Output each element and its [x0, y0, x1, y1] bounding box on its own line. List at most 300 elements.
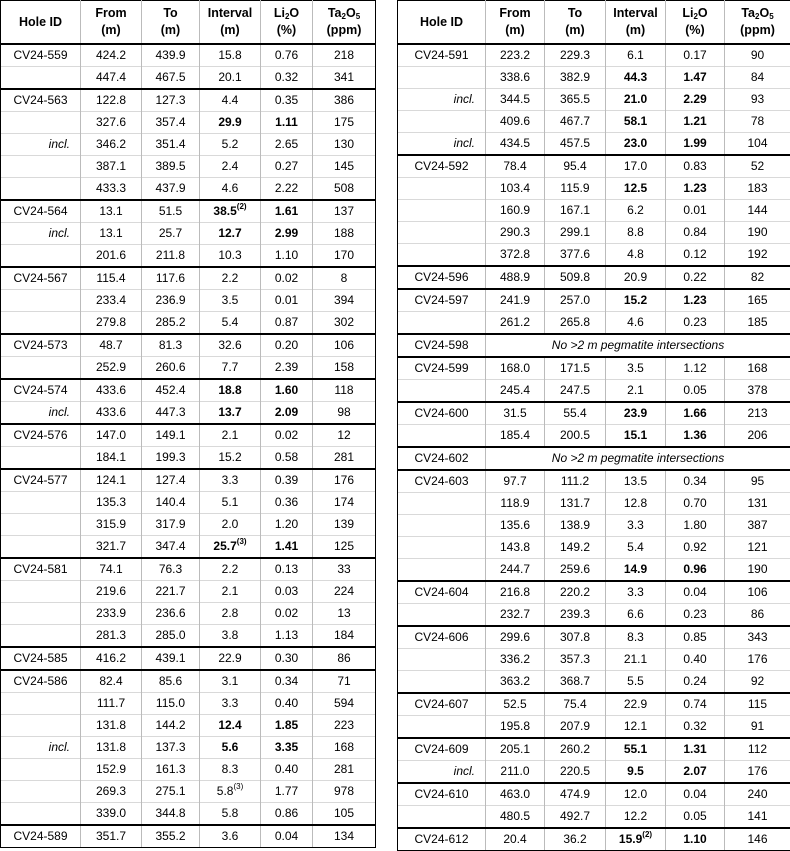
- header-subscript: 2: [285, 12, 289, 21]
- header-subscript: 2: [755, 12, 759, 21]
- cell-value: 183: [747, 181, 767, 195]
- cell-value: 357.3: [560, 652, 590, 666]
- cell-value: 32.6: [218, 338, 241, 352]
- table-row: [398, 200, 790, 222]
- ta2o5-cell: [313, 781, 376, 803]
- cell-value: 143.8: [500, 540, 530, 554]
- li2o-cell: [666, 604, 725, 627]
- li2o-cell: [666, 738, 725, 761]
- cell-value: 0.34: [275, 674, 298, 688]
- cell-value: 336.2: [500, 652, 530, 666]
- cell-value: 86: [337, 651, 350, 665]
- ta2o5-cell: [313, 357, 376, 380]
- cell-value: 5.8: [217, 784, 234, 798]
- hole-id-cell: [1, 178, 81, 201]
- cell-value: 216.8: [500, 585, 530, 599]
- hole-id-cell: [1, 447, 81, 470]
- cell-value: 115.9: [560, 181, 589, 195]
- cell-value: 78: [751, 114, 764, 128]
- interval-cell: [606, 537, 666, 559]
- header-label: O: [346, 6, 356, 20]
- cell-value: 95: [751, 474, 764, 488]
- cell-value: 236.9: [155, 293, 185, 307]
- interval-cell: [200, 334, 261, 357]
- header-row: [1, 1, 376, 45]
- cell-value: 12.7: [218, 226, 241, 240]
- from-cell: [81, 200, 142, 223]
- cell-value: 8.3: [222, 762, 239, 776]
- header-label: Ta: [328, 6, 342, 20]
- interval-cell: [200, 267, 261, 290]
- cell-value: 211.0: [500, 764, 529, 778]
- li2o-cell: [666, 111, 725, 133]
- from-cell: [486, 693, 545, 716]
- cell-value: 144: [747, 203, 767, 217]
- cell-value: 121: [747, 540, 767, 554]
- ta2o5-cell: [313, 492, 376, 514]
- li2o-cell: [666, 716, 725, 739]
- from-cell: [486, 44, 545, 67]
- interval-cell: [200, 290, 261, 312]
- table-row: [1, 290, 376, 312]
- cell-value: 137: [334, 204, 354, 218]
- cell-value: 184: [334, 628, 354, 642]
- cell-value: 394: [334, 293, 354, 307]
- cell-value: 281: [334, 762, 354, 776]
- cell-value: 122.8: [96, 93, 126, 107]
- table-row: [398, 357, 790, 380]
- ta2o5-cell: [313, 267, 376, 290]
- table-row: [398, 155, 790, 178]
- cell-value: 13.5: [624, 474, 647, 488]
- ta2o5-cell: [725, 649, 790, 671]
- cell-value: 5.4: [222, 315, 239, 329]
- cell-value: 2.2: [222, 271, 239, 285]
- cell-value: 447.4: [96, 70, 126, 84]
- from-cell: [81, 469, 142, 492]
- to-cell: [142, 536, 200, 559]
- interval-cell: [200, 357, 261, 380]
- to-cell: [142, 581, 200, 603]
- interval-cell: [200, 379, 261, 402]
- li2o-cell: [261, 312, 313, 335]
- to-cell: [545, 200, 606, 222]
- table-row: [1, 581, 376, 603]
- cell-value: 2.2: [222, 562, 239, 576]
- table-row: [398, 493, 790, 515]
- interval-cell: [200, 312, 261, 335]
- cell-value: 206: [747, 428, 767, 442]
- to-cell: [142, 447, 200, 470]
- li2o-cell: [666, 67, 725, 89]
- interval-cell: [200, 469, 261, 492]
- hole-id-cell: [1, 625, 81, 648]
- li2o-cell: [666, 178, 725, 200]
- li2o-cell: [666, 402, 725, 425]
- cell-value: 93: [751, 92, 764, 106]
- hole-id-cell: CV24-610: [398, 783, 486, 806]
- table-row: [398, 604, 790, 627]
- cell-value: 247.5: [560, 383, 590, 397]
- from-cell: [486, 289, 545, 312]
- cell-value: 233.9: [96, 606, 126, 620]
- cell-value: 0.23: [683, 607, 706, 621]
- hole-id-cell: [398, 244, 486, 267]
- header-unit: (m): [145, 22, 196, 39]
- hole-id-cell: CV24-567: [1, 267, 81, 290]
- from-cell: [81, 715, 142, 737]
- interval-cell: [606, 133, 666, 156]
- cell-value: 2.1: [222, 584, 239, 598]
- li2o-cell: [261, 737, 313, 759]
- hole-id-cell: CV24-581: [1, 558, 81, 581]
- table-row: [1, 715, 376, 737]
- to-cell: [142, 647, 200, 670]
- cell-value: 9.5: [627, 764, 644, 778]
- to-cell: [545, 537, 606, 559]
- header-subscript: 2: [342, 12, 346, 21]
- cell-value: 347.4: [155, 539, 185, 553]
- ta2o5-cell: [313, 334, 376, 357]
- table-row: [1, 737, 376, 759]
- from-cell: [81, 156, 142, 178]
- cell-value: 20.4: [503, 832, 526, 846]
- to-cell: [142, 759, 200, 781]
- li2o-cell: [261, 402, 313, 425]
- cell-value: 1.12: [683, 361, 706, 375]
- cell-value: 351.7: [96, 829, 126, 843]
- cell-value: 1.11: [275, 115, 298, 129]
- cell-value: 3.5: [222, 293, 239, 307]
- to-cell: [142, 67, 200, 90]
- cell-value: 52: [751, 159, 764, 173]
- cell-value: 1.99: [683, 136, 706, 150]
- ta2o5-cell: [313, 625, 376, 648]
- cell-value: 22.9: [624, 697, 647, 711]
- li2o-cell: [261, 379, 313, 402]
- li2o-cell: [261, 715, 313, 737]
- ta2o5-cell: [313, 424, 376, 447]
- cell-value: 131.8: [96, 718, 126, 732]
- li2o-cell: [261, 492, 313, 514]
- to-cell: [545, 806, 606, 829]
- cell-value: 5.2: [222, 137, 239, 151]
- interval-cell: [200, 647, 261, 670]
- cell-value: 82.4: [99, 674, 122, 688]
- hole-id-cell: CV24-598: [398, 334, 486, 357]
- from-cell: [81, 290, 142, 312]
- li2o-cell: [261, 825, 313, 848]
- header-label: O: [759, 6, 769, 20]
- from-cell: [486, 671, 545, 694]
- header-li2o: [666, 1, 725, 45]
- header-interval: [606, 1, 666, 45]
- hole-id-cell: [1, 67, 81, 90]
- cell-value: 168: [334, 740, 354, 754]
- cell-value: 175: [334, 115, 354, 129]
- ta2o5-cell: [725, 222, 790, 244]
- cell-value: 245.4: [500, 383, 530, 397]
- interval-cell: [200, 536, 261, 559]
- cell-value: 0.58: [275, 450, 298, 464]
- cell-value: 0.30: [275, 651, 298, 665]
- cell-value: 48.7: [99, 338, 122, 352]
- ta2o5-cell: [313, 715, 376, 737]
- cell-value: 165: [747, 293, 767, 307]
- hole-id-cell: [398, 493, 486, 515]
- table-row: [398, 44, 790, 67]
- header-to: [545, 1, 606, 45]
- header-label: Li: [274, 6, 285, 20]
- ta2o5-cell: [725, 200, 790, 222]
- from-cell: [81, 312, 142, 335]
- ta2o5-cell: [725, 155, 790, 178]
- cell-value: 0.84: [683, 225, 706, 239]
- cell-value: 78.4: [503, 159, 526, 173]
- cell-value: 0.87: [275, 315, 298, 329]
- interval-cell: [606, 425, 666, 448]
- cell-value: 0.22: [683, 270, 706, 284]
- hole-id-cell: [1, 245, 81, 268]
- li2o-cell: [666, 200, 725, 222]
- ta2o5-cell: [313, 89, 376, 112]
- li2o-cell: [261, 334, 313, 357]
- hole-id-cell: CV24-576: [1, 424, 81, 447]
- to-cell: [545, 44, 606, 67]
- cell-value: 0.23: [683, 315, 706, 329]
- table-row: [398, 289, 790, 312]
- cell-value: 15.1: [624, 428, 647, 442]
- cell-value: 0.02: [275, 606, 298, 620]
- hole-id-cell: [398, 716, 486, 739]
- cell-value: 104: [747, 136, 767, 150]
- cell-value: 12.5: [624, 181, 647, 195]
- footnote-marker: (3): [237, 537, 247, 546]
- cell-value: 141: [747, 809, 767, 823]
- cell-value: 31.5: [503, 406, 526, 420]
- ta2o5-cell: [725, 244, 790, 267]
- to-cell: [142, 625, 200, 648]
- ta2o5-cell: [725, 716, 790, 739]
- ta2o5-cell: [725, 581, 790, 604]
- cell-value: 2.29: [683, 92, 706, 106]
- interval-cell: [606, 693, 666, 716]
- to-cell: [142, 803, 200, 826]
- interval-cell: [606, 222, 666, 244]
- ta2o5-cell: [725, 402, 790, 425]
- from-cell: [81, 89, 142, 112]
- from-cell: [486, 559, 545, 582]
- hole-id-cell: [398, 604, 486, 627]
- table-row: [398, 89, 790, 111]
- header-label: Ta: [741, 6, 755, 20]
- hole-id-cell: CV24-563: [1, 89, 81, 112]
- header-label: Li: [682, 6, 693, 20]
- cell-value: 2.8: [222, 606, 239, 620]
- cell-value: 188: [334, 226, 354, 240]
- ta2o5-cell: [725, 380, 790, 403]
- from-cell: [81, 178, 142, 201]
- hole-id-cell: CV24-559: [1, 44, 81, 67]
- table-row: [398, 425, 790, 448]
- interval-cell: [606, 111, 666, 133]
- cell-value: 168: [747, 361, 767, 375]
- ta2o5-cell: [313, 647, 376, 670]
- interval-cell: [606, 402, 666, 425]
- ta2o5-cell: [725, 289, 790, 312]
- ta2o5-cell: [313, 447, 376, 470]
- hole-id-cell: CV24-604: [398, 581, 486, 604]
- header-subscript: 5: [769, 12, 773, 21]
- cell-value: 8: [341, 271, 348, 285]
- header-label: Hole ID: [4, 14, 77, 31]
- hole-id-cell: CV24-586: [1, 670, 81, 693]
- cell-value: 38.5: [213, 204, 236, 218]
- hole-id-cell: [398, 649, 486, 671]
- interval-cell: [606, 67, 666, 89]
- table-row: [398, 515, 790, 537]
- cell-value: 2.22: [275, 181, 298, 195]
- interval-cell: [200, 603, 261, 625]
- cell-value: 15.9: [619, 832, 642, 846]
- cell-value: 171.5: [560, 361, 590, 375]
- cell-value: 221.7: [155, 584, 185, 598]
- header-unit: (m): [489, 22, 541, 39]
- header-subscript: 2: [693, 12, 697, 21]
- cell-value: 302: [334, 315, 354, 329]
- ta2o5-cell: [313, 759, 376, 781]
- header-label: O: [698, 6, 708, 20]
- cell-value: 25.7: [159, 226, 182, 240]
- table-row: [398, 266, 790, 289]
- to-cell: [545, 604, 606, 627]
- cell-value: 36.2: [563, 832, 586, 846]
- from-cell: [81, 759, 142, 781]
- cell-value: 160.9: [500, 203, 530, 217]
- to-cell: [142, 312, 200, 335]
- table-row: [398, 470, 790, 493]
- cell-value: 3.35: [275, 740, 298, 754]
- to-cell: [545, 493, 606, 515]
- from-cell: [486, 357, 545, 380]
- cell-value: 124.1: [96, 473, 126, 487]
- table-row: [1, 67, 376, 90]
- cell-value: 176: [334, 473, 354, 487]
- li2o-cell: [261, 536, 313, 559]
- from-cell: [81, 492, 142, 514]
- from-cell: [486, 89, 545, 111]
- cell-value: 52.5: [503, 697, 526, 711]
- table-row: [1, 536, 376, 559]
- cell-value: 3.3: [627, 585, 644, 599]
- cell-value: 239.3: [560, 607, 590, 621]
- to-cell: [142, 156, 200, 178]
- cell-value: 18.8: [218, 383, 241, 397]
- hole-id-cell: [398, 312, 486, 335]
- to-cell: [142, 112, 200, 134]
- li2o-cell: [261, 357, 313, 380]
- interval-cell: [606, 828, 666, 851]
- cell-value: 3.3: [222, 473, 239, 487]
- to-cell: [545, 244, 606, 267]
- cell-value: 351.4: [155, 137, 185, 151]
- cell-value: 2.07: [683, 764, 706, 778]
- ta2o5-cell: [313, 134, 376, 156]
- cell-value: 0.27: [275, 159, 298, 173]
- to-cell: [142, 670, 200, 693]
- interval-cell: [200, 156, 261, 178]
- to-cell: [545, 155, 606, 178]
- from-cell: [486, 604, 545, 627]
- cell-value: 98: [337, 405, 350, 419]
- cell-value: 1.23: [683, 181, 706, 195]
- interval-cell: [606, 380, 666, 403]
- cell-value: 434.5: [500, 136, 530, 150]
- table-row: [1, 156, 376, 178]
- cell-value: 29.9: [218, 115, 241, 129]
- cell-value: 4.8: [627, 247, 644, 261]
- cell-value: 1.20: [275, 517, 298, 531]
- to-cell: [142, 402, 200, 425]
- cell-value: 2.65: [275, 137, 298, 151]
- to-cell: [142, 558, 200, 581]
- table-row: [398, 783, 790, 806]
- header-label: O: [289, 6, 299, 20]
- interval-cell: [200, 178, 261, 201]
- from-cell: [81, 402, 142, 425]
- cell-value: 74.1: [99, 562, 122, 576]
- to-cell: [142, 715, 200, 737]
- cell-value: 4.6: [222, 181, 239, 195]
- interval-cell: [200, 134, 261, 156]
- from-cell: [81, 536, 142, 559]
- cell-value: 467.5: [155, 70, 185, 84]
- ta2o5-cell: [313, 693, 376, 715]
- cell-value: 170: [334, 248, 354, 262]
- interval-cell: [606, 44, 666, 67]
- interval-cell: [200, 245, 261, 268]
- from-cell: [81, 670, 142, 693]
- to-cell: [545, 67, 606, 89]
- assay-table-left: [0, 0, 376, 848]
- hole-id-cell: [398, 380, 486, 403]
- table-row: [1, 781, 376, 803]
- interval-cell: [200, 200, 261, 223]
- hole-id-cell: [398, 537, 486, 559]
- cell-value: 2.39: [275, 360, 298, 374]
- from-cell: [486, 738, 545, 761]
- cell-value: 285.0: [155, 628, 185, 642]
- cell-value: 343: [747, 630, 767, 644]
- to-cell: [142, 514, 200, 536]
- li2o-cell: [666, 155, 725, 178]
- ta2o5-cell: [313, 112, 376, 134]
- hole-id-cell: [398, 425, 486, 448]
- li2o-cell: [666, 266, 725, 289]
- cell-value: 0.01: [275, 293, 298, 307]
- table-row: [398, 738, 790, 761]
- from-cell: [81, 447, 142, 470]
- table-row: [398, 133, 790, 156]
- cell-value: 2.1: [627, 383, 644, 397]
- from-cell: [81, 379, 142, 402]
- to-cell: [545, 111, 606, 133]
- cell-value: 0.96: [683, 562, 706, 576]
- interval-cell: [606, 738, 666, 761]
- interval-cell: [200, 670, 261, 693]
- ta2o5-cell: [313, 200, 376, 223]
- ta2o5-cell: [725, 111, 790, 133]
